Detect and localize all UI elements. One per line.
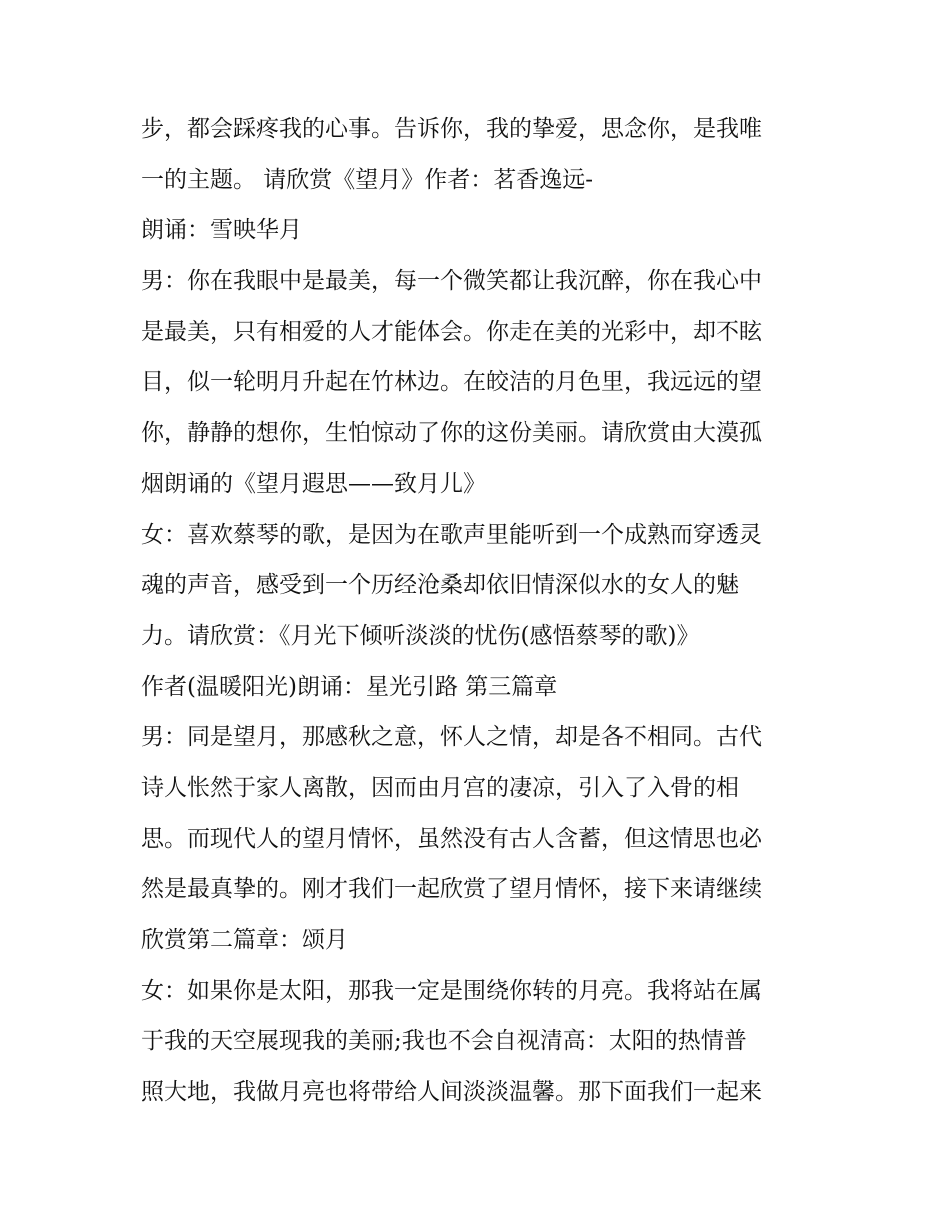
text-line: 目，似一轮明月升起在竹林边。在皎洁的月色里，我远远的望: [141, 369, 762, 396]
text-line: 照大地，我做月亮也将带给人间淡淡温馨。那下面我们一起来: [141, 1079, 762, 1106]
text-line: 力。请欣赏：《月光下倾听淡淡的忧伤(感悟蔡琴的歌)》: [141, 622, 700, 649]
text-line: 朗诵：雪映华月: [141, 217, 302, 244]
text-line: 魂的声音，感受到一个历经沧桑却依旧情深似水的女人的魅: [141, 572, 739, 599]
text-line: 作者(温暖阳光)朗诵：星光引路 第三篇章: [141, 673, 558, 700]
text-line: 男：你在我眼中是最美，每一个微笑都让我沉醉，你在我心中: [141, 268, 762, 295]
text-line: 男：同是望月，那感秋之意，怀人之情，却是各不相同。古代: [141, 724, 762, 751]
text-line: 诗人怅然于家人离散，因而由月宫的凄凉，引入了入骨的相: [141, 774, 739, 801]
text-line: 是最美，只有相爱的人才能体会。你走在美的光彩中，却不眩: [141, 318, 762, 345]
text-line: 欣赏第二篇章：颂月: [141, 927, 348, 953]
text-line: 思。而现代人的望月情怀，虽然没有古人含蓄，但这情思也必: [141, 825, 762, 852]
text-line: 烟朗诵的《望月遐思——致月儿》: [141, 470, 486, 497]
body-text: [141, 104, 813, 1118]
text-line: 于我的天空展现我的美丽;我也不会自视清高：太阳的热情普: [141, 1028, 747, 1055]
text-line: 步，都会踩疼我的心事。告诉你，我的挚爱，思念你，是我唯: [141, 116, 762, 142]
text-line: 你，静静的想你，生怕惊动了你的这份美丽。请欣赏由大漠孤: [141, 420, 762, 447]
text-line: 女：如果你是太阳，那我一定是围绕你转的月亮。我将站在属: [141, 977, 762, 1004]
text-line: 女：喜欢蔡琴的歌，是因为在歌声里能听到一个成熟而穿透灵: [141, 521, 762, 548]
text-line: 然是最真挚的。刚才我们一起欣赏了望月情怀，接下来请继续: [141, 876, 762, 903]
text-line: 一的主题。 请欣赏《望月》作者：茗香逸远-: [141, 166, 594, 193]
